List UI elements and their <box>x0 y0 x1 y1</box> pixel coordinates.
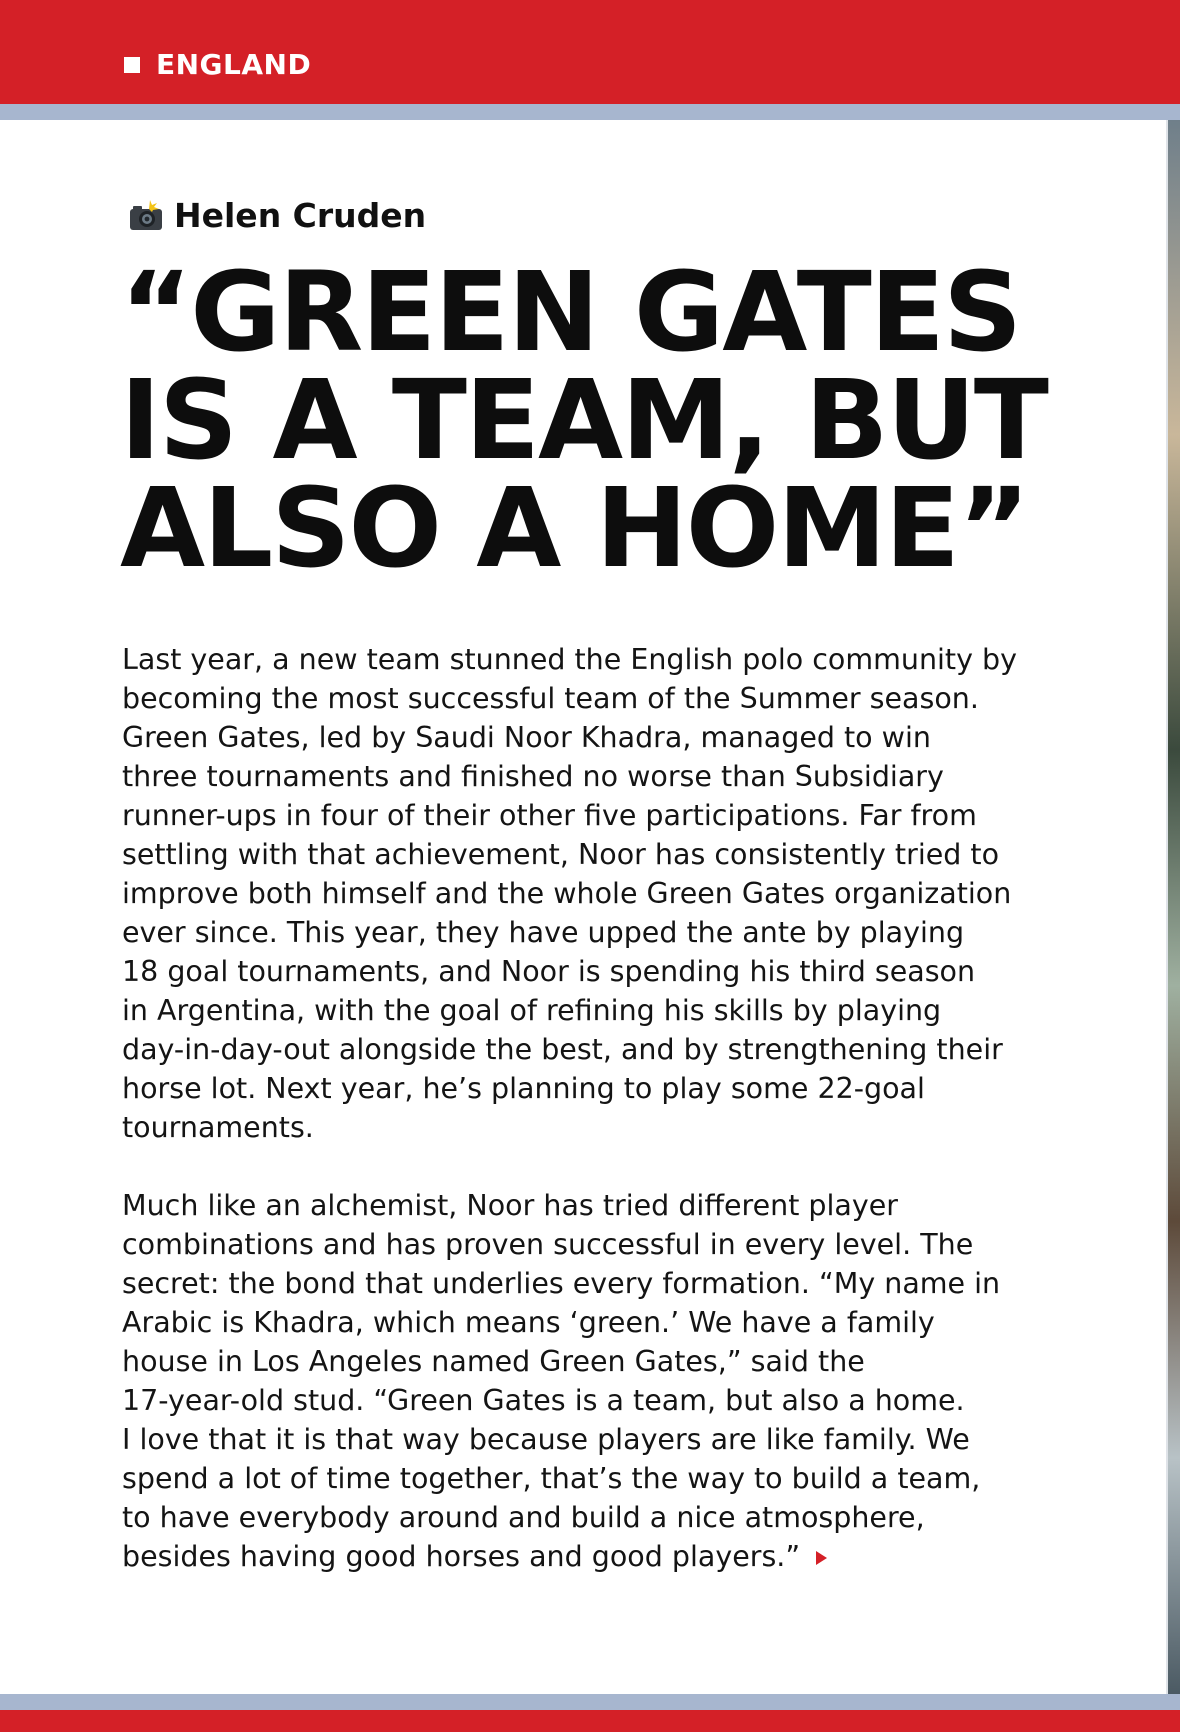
text-line-last <box>122 1537 1082 1576</box>
text-line: Arabic is Khadra, which means ‘green.’ We have a family <box>122 1306 935 1339</box>
text-line: 18 goal tournaments, and Noor is spending his third season <box>122 955 976 988</box>
text-line: in Argentina, with the goal of refining his skills by playing <box>122 994 942 1027</box>
section-title: ENGLAND <box>156 48 312 81</box>
section-label <box>124 48 311 81</box>
camera-icon <box>128 198 164 234</box>
text-line: runner-ups in four of their other five participations. Far from <box>122 799 977 832</box>
headline-line: ALSO A HOME” <box>120 464 1029 592</box>
text-line: I love that it is that way because players are like family. We <box>122 1423 970 1456</box>
text-line: house in Los Angeles named Green Gates,” said the <box>122 1345 865 1378</box>
text-line-final: besides having good horses and good players.” <box>122 1540 801 1573</box>
triangle-right-icon <box>816 1551 827 1565</box>
headline-line: “GREEN GATES <box>120 248 1021 376</box>
text-line: Last year, a new team stunned the English polo community by <box>122 643 1017 676</box>
square-bullet-icon <box>124 57 140 73</box>
bottom-red-banner <box>0 1710 1180 1732</box>
text-line: to have everybody around and build a nice atmosphere, <box>122 1501 925 1534</box>
paragraph-gap <box>122 1147 1082 1186</box>
headline-line: IS A TEAM, BUT <box>120 356 1047 484</box>
text-line: three tournaments and finished no worse than Subsidiary <box>122 760 944 793</box>
text-line: Green Gates, led by Saudi Noor Khadra, managed to win <box>122 721 931 754</box>
text-line: combinations and has proven successful in every level. The <box>122 1228 974 1261</box>
text-line: settling with that achievement, Noor has consistently tried to <box>122 838 1000 871</box>
top-divider-rule <box>0 104 1180 120</box>
text-line: secret: the bond that underlies every formation. “My name in <box>122 1267 1001 1300</box>
text-line: ever since. This year, they have upped the ante by playing <box>122 916 965 949</box>
text-line: day-in-day-out alongside the best, and by strengthening their <box>122 1033 1003 1066</box>
headline <box>120 248 1120 592</box>
text-line: horse lot. Next year, he’s planning to play some 22-goal <box>122 1072 925 1105</box>
photo-credit <box>128 196 426 235</box>
text-line: Much like an alchemist, Noor has tried different player <box>122 1189 899 1222</box>
paragraph-2 <box>122 1186 1082 1576</box>
text-line: tournaments. <box>122 1111 314 1144</box>
paragraph-1 <box>122 640 1082 1147</box>
bottom-divider-rule <box>0 1694 1180 1710</box>
photographer-name: Helen Cruden <box>174 196 427 235</box>
text-line: improve both himself and the whole Green Gates organization <box>122 877 1012 910</box>
article-body <box>122 640 1082 1576</box>
adjacent-page-photo-strip <box>1168 120 1180 1694</box>
text-line: 17-year-old stud. “Green Gates is a team, but also a home. <box>122 1384 965 1417</box>
text-line: spend a lot of time together, that’s the way to build a team, <box>122 1462 981 1495</box>
text-line: becoming the most successful team of the Summer season. <box>122 682 979 715</box>
